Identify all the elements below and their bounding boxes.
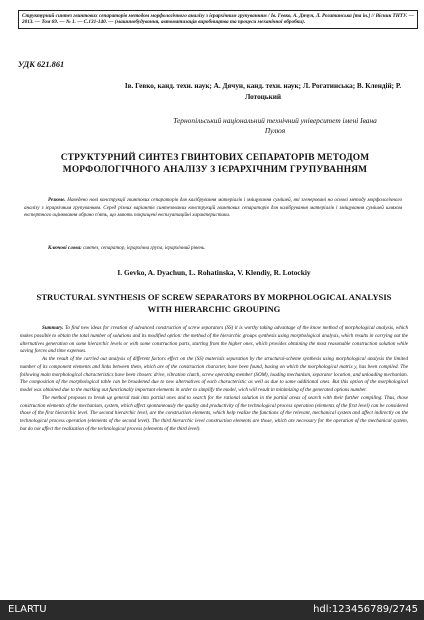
summary-paragraph-1 xyxy=(20,325,408,356)
abstract-label: Резюме. xyxy=(48,197,66,203)
keywords-text: синтез, сепаратор, ієрархічна група, ієрархічний рівень. xyxy=(83,245,206,251)
summary-label: Summary. xyxy=(42,325,64,331)
authors-english: I. Gevko, A. Dyachun, L. Rohatinska, V. Klendiy, R. Lotockiy xyxy=(117,268,311,277)
abstract-ukrainian xyxy=(24,197,402,220)
summary-english xyxy=(20,325,408,434)
summary-paragraph-3: The method proposes to break up general task into partial ones and to search for the rational solution in the partial areas of search with their further compiling. Thus, those construction elements of the mechanism, system, which affect spontaneously the quality and productivity of the technological process operation (elements of the first level) can be considered those of the first hierarchic level. The second hierarchic level, are the construction elements, which help realize the functions of the relevant, mechanical system and affect indirectly on the technological process operation (elements of the second level). The third hierarchic level construction elements are those, which are necessary for the operation of the mechanical system, but do not affect the realization of the technological process (elements of the third level). xyxy=(20,394,408,432)
keywords-label: Ключові слова: xyxy=(48,245,82,251)
abstract-text: Наведено нові конструкції гвинтових сепараторів для калібрування матеріалів і зміщування сумішей, які згенеровані на основі методу морфологічного аналізу з ієрархічним групуванням. Серед різних варіантів синтезованих конструкцій гвинтових сепараторів для калібрування матеріалів і зміщування сумішей шляхом експертного оцінювання обрано п'ять, що мають покращені експлуатаційні характеристики. xyxy=(24,197,403,219)
repository-name: ELARTU xyxy=(8,604,47,615)
citation-box: Структурний синтез гвинтових сепараторів методом морфологічного аналізу з ієрархічним групуванням / Ів. Гевко, А. Дячун, Л. Рогатинська [та ін.] // Вісник ТНТУ. — 2013. — Том 69. — № 1. — С.131-140. — (машинобудування, автоматизація виробництва та процеси механічної обробки). xyxy=(18,10,418,29)
summary-paragraph-2: As the result of the carried out analysis of different factors effect on the (SS) materials separation by the structural-scheme synthesis using morphological analysis the limited number of its component elements and links between them, which are of the construction character, have been found, basing on which the morphological matrix y, has been compiled. The following main morphological characteristics have been chosen: drive, vibration clutch, screw operating member (SOM), loading mechanism, separator location, and unloading mechanism. The composition of the morphological table can be broadened due to new alternatives of each characteristic as well as due to some additional ones. But this option of the morphological model was obtained due to the marking out functionally important elements in order to simplify the model, wich will result in minimizing of the generated options number. xyxy=(20,356,408,393)
handle-id: hdl:123456789/2745 xyxy=(313,604,418,615)
authors-ukrainian: Ів. Гевко, канд. техн. наук; А. Дячун, канд. техн. наук; Л. Рогатинська; В. Клендій; Р. Лотоцький xyxy=(124,82,402,101)
keywords-ukrainian xyxy=(24,245,402,253)
affiliation: Тернопільський національний технічний університет імені Івана Пулюя xyxy=(173,116,377,135)
summary-text-1: To find new ideas for creation of advanced construction of screw separators (SS) it is worthy taking advantage of the know method of morphological analysis, which makes possible to obtain the total number of solutions and its modified option: the method of the hierarchic groups synthesis using morphological analysis, which results in carrying out the alternatives generation on some hierarchic levels or with some construction parts, starting from the higher ones, which provides obtaining the most reasonable construction solution while saving forces and time expenses. xyxy=(20,325,408,355)
udk-code: УДК 621.861 xyxy=(18,60,65,69)
title-ukrainian: СТРУКТУРНИЙ СИНТЕЗ ГВИНТОВИХ СЕПАРАТОРІВ МЕТОДОМ МОРФОЛОГІЧНОГО АНАЛІЗУ З ІЄРАРХІЧНИМ ГРУПУВАННЯМ xyxy=(60,153,370,175)
title-english: STRUCTURAL SYNTHESIS OF SCREW SEPARATORS BY MORPHOLOGICAL ANALYSIS WITH HIERARCHIC GROUPING xyxy=(36,292,392,314)
